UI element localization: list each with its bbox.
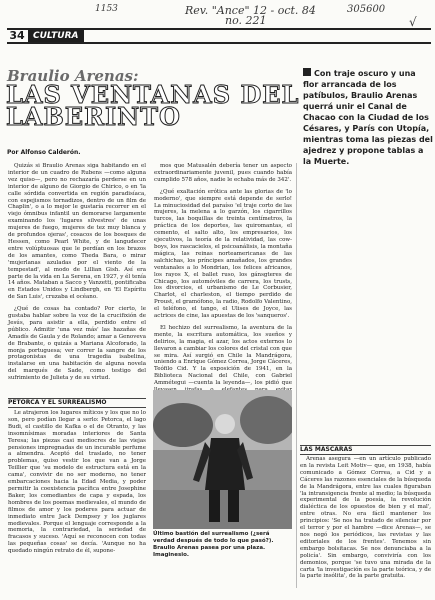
paragraph: ¿Qué de cosas ha contado? Por cierto, le gustaba hablar sobre la voz de la crucifixión de Jesús, para asistir a ella, perdido entre el público. Admitir 'una vez más' las hazañas de Amadís de Gaula y de Rolando; amar a Genoveva de Brabante, o quizás a Mariana Alcoforado, la monja portuguesa; ver correr la sangre de los protagonistas de una tragedia isabelina, instalarse en una habitación de alguna novela del marqués de Sade, como testigo del sufrimiento de Julieta y de su virtud.: [8, 306, 146, 382]
paragraph: mos que Matusalén debería tener un aspecto extraordinariamente juvenil, pues cuando había cumplido 578 años, nadie le echaba más de 342'.: [154, 163, 292, 183]
paragraph: ¿Qué exaltación erótica ante las glorias de 'lo moderno', que siempre está depende de serlo! La minuciosidad del paraíso 'el traje corto de las mujeres, la melena a lo garzón, los cigarrillos turcos, las boquillas de treinta centímetros, la práctica de los deportes, las quiromantas, el cemento, el salto alto, los empresarios, los ejecutivos, la teoría de la relatividad, las cow-boys, los rascacielos, el psicoanálisis, la montaña mágica, las reinas norteamericanas de las salchichas, los príncipes amañados, los grandes ventanales a lo Mondrian, los felices africanos, los rayos X, el ballet ruso, los gánsgteres de Chicago, los automóviles de carrera, los trusts, los divorcios, el urbanismo de Le Corbusier, Charlot, el charleston, el tiempo perdido de Proust, el gramófono, la radio, Rodolfo Valentino, el teléfono, el tango, el Ulises de Joyce, las actrices de cine, las apuestas de los 'sanqueros'.: [154, 188, 292, 320]
column-left-lower: [8, 410, 146, 560]
paragraph: El hechizo del surrealismo, la aventura de la mente, la escritura automática, los sueños y delirios, la magia, el azar, los actos externos lo llevaron a cambiar los colores del cristal con que se mira. Así surgió en Chile la Mandrágora, uniendo a Enrique Gómez Correa, Jorge Cáceres, Teófilo Cid. Y la exposición de 1941, en la Biblioteca Nacional del Chile, con Gabriel Ammétegui —cuenta la leyenda—, los pidió que: [154, 324, 292, 387]
subheading-petorca: PETORCA Y EL SURREALISMO: [8, 398, 146, 408]
square-bullet-icon: [303, 68, 311, 76]
handwritten-mark: 1153: [95, 4, 118, 14]
article-byline: Por Alfonso Calderón.: [7, 149, 81, 156]
pull-quote: [303, 68, 433, 167]
paragraph: Quizás si Braulio Arenas siga habitando en el interior de un cuadro de Rubens —como alguna vez quiso—, pero no rechazaría perderse en un interior de alguno de Giorgio de Chirico, o en 'la calle sórdida convertida en región paradisíaca, con espejismos tornadizos, dentro de un film de Chaplin', o a lo mejor le gustaría recorrer en el viejo ómnibus infantil un demorarse largamente examinando los 'lugares silvestres' de unas mujeres de fuego, mujeres de tez muy blanca y de profundos ojeras', cosacos de los bosques de Hessen, como Pearl White, y de langudecer entre volúptuosas que le perdían en los brazos de los amantes, como Theda Bara, o mirar 'mujerlanas azuladas por el viento de la tempestad', al modo de Lillian Gish. Así era parte de la vida en La Serena, en 1927, y él tenía 14 años. Mataban a Sacco y Vanzetti, pontificaba en Estados Unidos y Lindbergh, en 'El Espíritu de San Luis', cruzaba el océano.: [8, 163, 146, 301]
paragraph: Le atrajeron los lugares míticos y los que no lo son, pero podían llegar a serlo: Petorca, el lago Budi, el castillo de Kafka o el de Otranto, y las insomnísimas moradas interiores de Santa Teresa; las piezas casi mediocres de las viejas pensiones impregnadas de un incurable perfume a almendra. Aceptó del traslado, no tener problemas, quiso vestir los que van a Jorge Teillier que 'su modelo de estructura está en la cama', convivir de no ser moderno, no tener embarcaciones hacia la Edad Media, y poder permitir la coexistencia pacífica entre Josephine Baker, los comediantes de capa y espada, los hombres de los poemas medievales, el mundo de filmos de amor y los poderes para actuar de inmediato entre Jack Dempsey y los juglares medievales. Porque el lenguaje corresponde a la memoria, la contrariedad, la seriedad de fracasos y suceso. 'Aquí se reconocen con todas las pequeñas cosas' se decía. 'Aunque no ha quedado ningún retrato de él, supone-: [8, 410, 146, 555]
handwritten-check-mark: √: [409, 15, 417, 29]
man-in-plaza-image: [153, 390, 292, 529]
column-right-lower: [300, 456, 431, 585]
handwritten-code: 305600: [347, 4, 386, 15]
handwritten-issue-note: no. 221: [225, 14, 267, 27]
section-name: CULTURA: [28, 30, 84, 42]
handwritten-source-note: Rev. "Ance" 12 - oct. 84: [185, 4, 316, 17]
article-photo: [153, 390, 292, 529]
article-kicker: Braulio Arenas:: [7, 67, 139, 85]
column-divider: [296, 163, 297, 588]
paragraph: Arenas asegura —en un artículo publicado en la revista Leit Motiv— que, en 1938, había comunicado a Gómez Correa, a Cid y a Cáceres las razones esenciales de la búsqueda de la Mandrágora, entre las cuales figuraban 'la intransigencia frente al medio; la búsqueda experimental de la poesía, la revolución dialéctica de los opuestos de bien y el mal', entre otras. No era fácil mantener los principios: 'Se nos ha tratado de silenciar por el terror y por el hambre —dice Arenas—, se nos negó los periódicos, las revistas y las editoriales de los frentes'. Tenemos sin embargo bolsitacas. Se nos denunciaba a la policía'. Sin embargo, conviviría con los demonios, porque 'se tuvo una mirada de la carta 'la investigación es la parte teórica, y de la parte insólita', de la parte gratuita.: [300, 456, 431, 580]
article-headline: LAS VENTANAS DEL LABERINTO: [6, 80, 300, 131]
column-left: [8, 163, 146, 387]
pull-quote-text: Con traje oscuro y una flor arrancada de los patíbulos, Braulio Arenas querrá unir el Canal de Chacao con la Ciudad de los Césares, y París con Utopía, mientras toma las piezas del ajedrez y propone tablas a la Muerte.: [303, 69, 433, 166]
page-number: 34: [9, 29, 25, 42]
column-middle: [154, 163, 292, 420]
section-header: [7, 28, 431, 44]
subheading-mascaras: LAS MASCARAS: [300, 445, 431, 455]
photo-caption: Último bastión del surrealismo (¿será verdad después de todo lo que pasó?). Braulio Arenas pasea por una plaza. Imaginesio.: [153, 531, 274, 558]
